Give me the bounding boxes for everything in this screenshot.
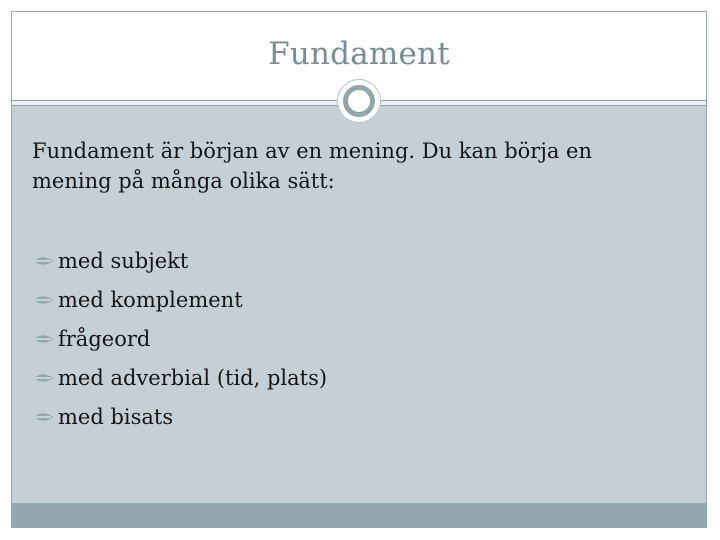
ornament-arrow-icon: [32, 293, 56, 307]
bullet-text: med subjekt: [58, 248, 189, 273]
bullet-text: med komplement: [58, 287, 243, 312]
ornament-arrow-icon: [32, 371, 56, 385]
ornament-arrow-icon: [32, 332, 56, 346]
circle-ornament-icon: [337, 79, 381, 123]
slide: [11, 11, 707, 528]
list-item: [32, 319, 327, 358]
bullet-text: frågeord: [58, 326, 151, 351]
footer-band: [12, 503, 706, 527]
list-item: [32, 397, 327, 436]
bullet-list: [32, 241, 327, 436]
content-area: [12, 106, 706, 503]
bullet-text: med adverbial (tid, plats): [58, 365, 328, 390]
intro-text: Fundament är början av en mening. Du kan börja en mening på många olika sätt:: [32, 139, 593, 193]
list-item: [32, 241, 327, 280]
ornament-arrow-icon: [32, 254, 56, 268]
ornament-arrow-icon: [32, 410, 56, 424]
list-item: [32, 358, 327, 397]
slide-title: Fundament: [268, 36, 450, 72]
bullet-text: med bisats: [58, 404, 174, 429]
list-item: [32, 280, 327, 319]
ring-icon: [343, 85, 375, 117]
